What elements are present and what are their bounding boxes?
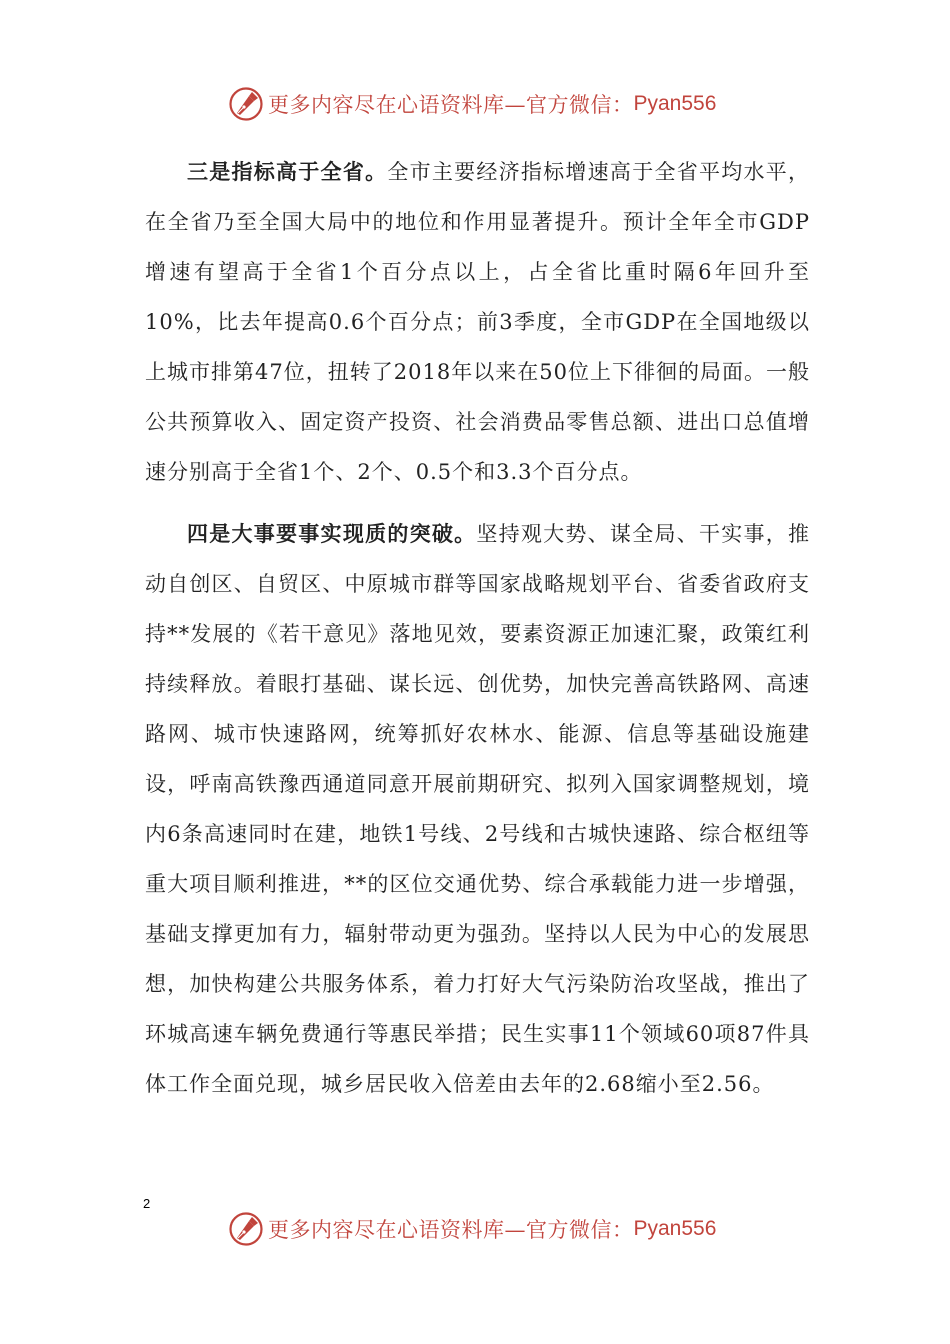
footer-wechat-id: Pyan556 [633, 1217, 717, 1240]
header-banner [228, 82, 716, 126]
paragraph-lead: 三是指标高于全省。 [187, 159, 388, 184]
paragraph-indicators [145, 147, 810, 497]
paragraph-body: 坚持观大势、谋全局、干实事，推动自创区、自贸区、中原城市群等国家战略规划平台、省委省政府支持**发展的《若干意见》落地见效，要素资源正加速汇聚，政策红利持续释放。着眼打基础、谋长远、创优势，加快完善高铁路网、高速路网、城市快速路网，统筹抓好农林水、能源、信息等基础设施建设，呼南高铁豫西通道同意开展前期研究、拟列入国家调整规划，境内6条高速同时在建，地铁1号线、2号线和古城快速路、综合枢纽等重大项目顺利推进，**的区位交通优势、综合承载能力进一步增强，基础支撑更加有力，辐射带动更为强劲。坚持以人民为中心的发展思想，加快构建公共服务体系，着力打好大气污染防治攻坚战，推出了环城高速车辆免费通行等惠民举措；民生实事11个领域60项87件具体工作全面兑现，城乡居民收入倍差由去年的2.68缩小至2.56。 [145, 522, 811, 1096]
paragraph-breakthroughs [145, 509, 810, 1109]
header-wechat-id: Pyan556 [633, 92, 717, 115]
pen-nib-logo-icon [228, 1211, 264, 1247]
body-text [145, 147, 810, 1109]
footer-brand-text: 更多内容尽在心语资料库—官方微信： [268, 1218, 634, 1242]
paragraph-body: 全市主要经济指标增速高于全省平均水平，在全省乃至全国大局中的地位和作用显著提升。预计全年全市GDP增速有望高于全省1个百分点以上，占全省比重时隔6年回升至10%，比去年提高0.6个百分点；前3季度，全市GDP在全国地级以上城市排第47位，扭转了2018年以来在50位上下徘徊的局面。一般公共预算收入、固定资产投资、社会消费品零售总额、进出口总值增速分别高于全省1个、2个、0.5个和3.3个百分点。 [145, 160, 811, 484]
pen-nib-logo-icon [228, 86, 264, 122]
footer-banner [228, 1207, 716, 1251]
page-number: 2 [143, 1196, 151, 1211]
header-brand-text: 更多内容尽在心语资料库—官方微信： [268, 93, 634, 117]
paragraph-lead: 四是大事要事实现质的突破。 [187, 521, 477, 546]
